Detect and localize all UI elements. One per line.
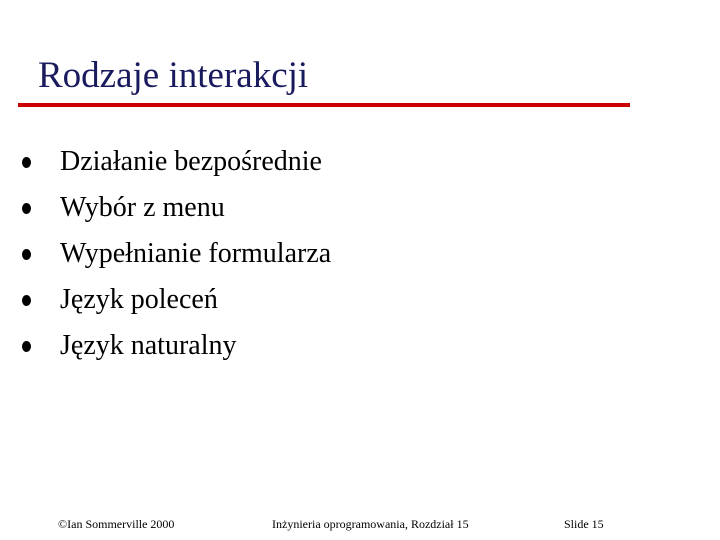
bullet-list (18, 139, 331, 369)
bullet-dot-icon (22, 295, 31, 306)
footer-course-title: Inżynieria oprogramowania, Rozdział 15 (272, 517, 469, 531)
bullet-item (18, 231, 331, 277)
bullet-text: Wybór z menu (60, 192, 225, 223)
bullet-dot-icon (22, 341, 31, 352)
bullet-dot-icon (22, 249, 31, 260)
bullet-text: Język poleceń (60, 284, 218, 315)
bullet-item (18, 277, 331, 323)
bullet-item (18, 139, 331, 185)
bullet-text: Język naturalny (60, 330, 237, 361)
footer-slide-number: Slide 15 (564, 517, 604, 531)
footer-copyright: ©Ian Sommerville 2000 (58, 517, 175, 531)
bullet-text: Działanie bezpośrednie (60, 146, 322, 177)
slide-title: Rodzaje interakcji (38, 55, 309, 96)
bullet-dot-icon (22, 203, 31, 214)
bullet-dot-icon (22, 157, 31, 168)
bullet-item (18, 185, 331, 231)
bullet-text: Wypełnianie formularza (60, 238, 332, 269)
bullet-item (18, 323, 331, 369)
title-underline-rule (18, 103, 630, 107)
